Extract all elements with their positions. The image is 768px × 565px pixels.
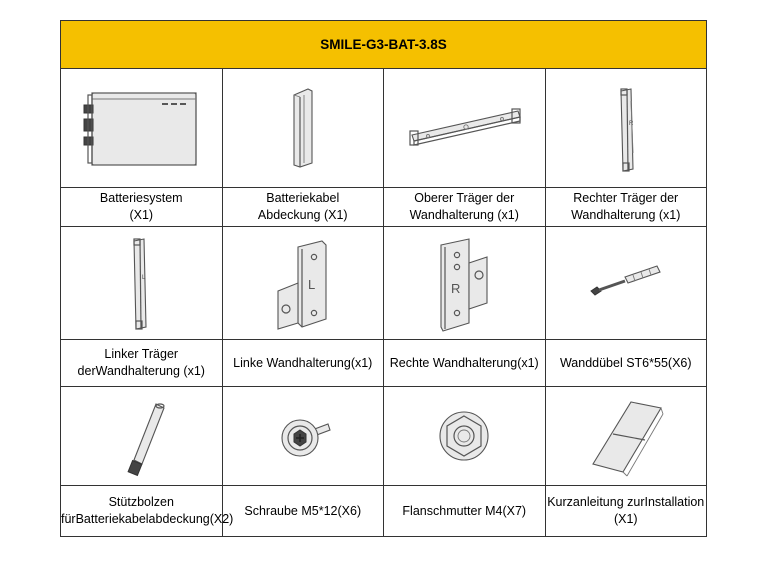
image-row <box>61 69 707 188</box>
part-caption: Kurzanleitung zurInstallation (X1) <box>545 486 707 537</box>
screw-icon <box>238 390 368 482</box>
battery-system-icon <box>76 83 206 173</box>
caption-row <box>61 486 707 537</box>
caption-row <box>61 340 707 387</box>
battery-cable-cover-icon <box>238 83 368 173</box>
parts-list-table <box>60 20 707 537</box>
part-image-cell <box>545 69 707 188</box>
part-caption: Stützbolzen fürBatteriekabelabdeckung(X2) <box>61 486 223 537</box>
svg-text:L: L <box>307 277 315 292</box>
table-header-row <box>61 21 707 69</box>
support-bolt-icon <box>76 390 206 482</box>
part-caption: Rechte Wandhalterung(x1) <box>384 340 546 387</box>
wall-anchor-icon <box>561 233 691 333</box>
part-image-cell <box>61 227 223 340</box>
parts-list-table-wrapper <box>60 20 707 547</box>
part-image-cell <box>545 227 707 340</box>
svg-text:R: R <box>628 121 634 127</box>
right-wall-bracket-icon <box>399 233 529 333</box>
part-image-cell <box>61 69 223 188</box>
part-image-cell <box>384 227 546 340</box>
part-caption: Linke Wandhalterung(x1) <box>222 340 384 387</box>
part-caption: Oberer Träger der Wandhalterung (x1) <box>384 188 546 227</box>
part-caption: Wanddübel ST6*55(X6) <box>545 340 707 387</box>
left-bracket-support-icon <box>76 233 206 333</box>
table-title: SMILE-G3-BAT-3.8S <box>61 21 707 69</box>
image-row <box>61 387 707 486</box>
part-caption: Flanschmutter M4(X7) <box>384 486 546 537</box>
caption-row <box>61 188 707 227</box>
part-caption: Schraube M5*12(X6) <box>222 486 384 537</box>
part-caption: Batteriekabel Abdeckung (X1) <box>222 188 384 227</box>
part-caption: Rechter Träger der Wandhalterung (x1) <box>545 188 707 227</box>
part-image-cell <box>222 227 384 340</box>
svg-text:L: L <box>142 275 146 281</box>
part-image-cell <box>222 69 384 188</box>
part-image-cell <box>61 387 223 486</box>
part-caption: Linker Träger derWandhalterung (x1) <box>61 340 223 387</box>
left-wall-bracket-icon <box>238 233 368 333</box>
part-image-cell <box>545 387 707 486</box>
image-row <box>61 227 707 340</box>
part-image-cell <box>384 69 546 188</box>
part-image-cell <box>384 387 546 486</box>
upper-wall-bracket-icon <box>394 83 534 173</box>
svg-text:R: R <box>451 281 461 296</box>
flange-nut-icon <box>399 390 529 482</box>
part-caption: Batteriesystem (X1) <box>61 188 223 227</box>
right-bracket-support-icon <box>561 83 691 173</box>
part-image-cell <box>222 387 384 486</box>
quick-guide-icon <box>561 390 691 482</box>
